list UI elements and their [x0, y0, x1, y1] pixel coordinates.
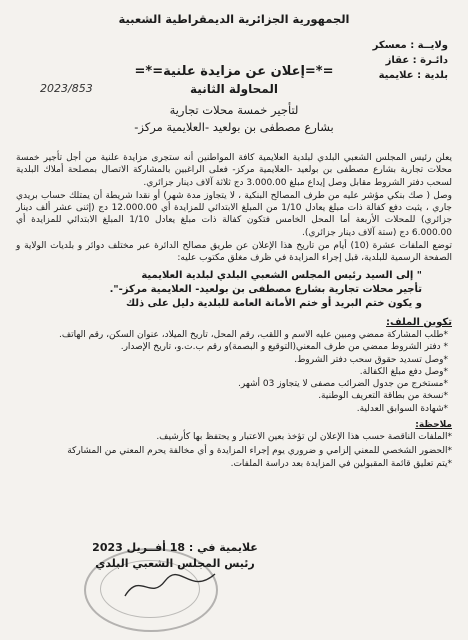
note-item: *الملفات الناقصة حسب هذا الإعلان لن تؤخذ بعين الاعتبار و يحتفظ بها كأرشيف.: [156, 432, 452, 443]
envelope-inscription: [16, 269, 422, 311]
notes-section: [16, 419, 452, 470]
signature-title: رئيس المجلس الشعبي البلدي: [95, 557, 255, 570]
list-item: *مستخرج من جدول الضرائب مصفى لا يتجاوز 03 أشهر.: [238, 379, 448, 390]
subject-line: لتأجير خمسة محلات تجارية: [169, 103, 299, 117]
note-item: *الحضور الشخصي للمعني إلزامي و ضروري يوم إجراء المزايدة و أي مخالفة يحرم المعني من المشاركة: [67, 445, 452, 456]
announcement-body: [16, 152, 452, 471]
list-item: *نسخة من بطاقة التعريف الوطنية.: [318, 391, 448, 402]
list-item: * دفتر الشروط ممضي من طرف المعني(التوقيع و البصمة)و رقم ب.ت.و، تاريخ الإصدار.: [120, 342, 448, 353]
list-item: *طلب المشاركة ممضي ومبين عليه الاسم و اللقب، رقم المحل، تاريخ الميلاد، عنوان السكن، رقم الهاتف.: [58, 329, 448, 340]
note-item: *يتم تعليق قائمة المقبولين في المزايدة بعد دراسة الملفات.: [230, 458, 452, 469]
paragraph-submission: توضع الملفات عشرة (10) أيام من تاريخ هذا الإعلان عن طريق مصالح الدائرة عبر مختلف دوائر و بلديات الولاية و الصفحة الرسمية للبلدية، قبل إجراء المزايدة في ظرف مغلق مكتوب عليه:: [16, 241, 452, 264]
handwritten-signature: [120, 566, 220, 606]
republic-heading: الجمهورية الجزائرية الديمقراطية الشعبية: [118, 12, 350, 26]
reference-number: 2023/853: [40, 82, 93, 95]
daira-line: دائـرة : عقاز: [385, 55, 448, 66]
quote-line: و يكون ختم البريد أو ختم الأمانة العامة للبلدية دليل على ذلك: [125, 297, 422, 309]
note-label: ملاحظة:: [415, 420, 452, 431]
file-composition-title: تكوين الملف:: [386, 316, 452, 328]
paragraph-deposit: وصل ( صك بنكي مؤشر عليه من طرف المصالح البنكية ، لا يتجاوز مدة شهر) أو نقدا شريطة أن يمتلك حساب بريدي جاري ، يثبت دفع كفالة ذات مبلغ يعادل 1/10 من المبلغ الابتدائي للمزايدة أي 12.000.00 دج (إثنى عشر ألف دينار جزائري) للمحلات الأربعة أما المحل الخامس فتكون كفالة ذات مبلغ يعادل 1/10 المبلغ الابتدائي للمزايدة أي 6.000.00 دج (ستة آلاف دينار جزائري).: [16, 190, 453, 238]
signature-date: علايمية في : 18 أفــريل 2023: [92, 541, 258, 554]
quote-line: تأجير محلات تجارية بشارع مصطفى بن بولعيد- العلايمية مركز-".: [109, 283, 422, 295]
quote-line: " إلى السيد رئيس المجلس الشعبي البلدي لبلدية العلايمية: [141, 269, 422, 281]
list-item: *شهادة السوابق العدلية.: [356, 403, 448, 414]
wilaya-line: ولايــة : معسكر: [372, 40, 448, 51]
baladia-line: بلدية : علايمية: [378, 70, 448, 81]
announcement-title: =*=إعلان عن مزايدة علنية=*=: [134, 64, 334, 79]
paragraph-intro: يعلن رئيس المجلس الشعبي البلدي لبلدية العلايمية كافة المواطنين أنه ستجرى مزايدة علنية من أجل تأجير خمسة محلات تجارية بشارع مصطفى بن بولعيد -العلايمية مركز- فعلى الراغبين بالمشاركة الاتصال بمصلحة أملاك البلدية لسحب دفتر الشروط مقابل وصل إيداع مبلغ 3.000.00 دج ثلاثة آلاف دينار جزائري.: [16, 153, 452, 188]
attempt-subtitle: المحاولة الثانية: [190, 82, 278, 96]
file-items-list: [16, 329, 452, 415]
location-line: بشارع مصطفى بن بولعيد -العلايمية مركز-: [134, 120, 334, 134]
list-item: *وصل تسديد حقوق سحب دفتر الشروط.: [294, 354, 448, 365]
list-item: *وصل دفع مبلغ الكفالة.: [359, 366, 448, 377]
